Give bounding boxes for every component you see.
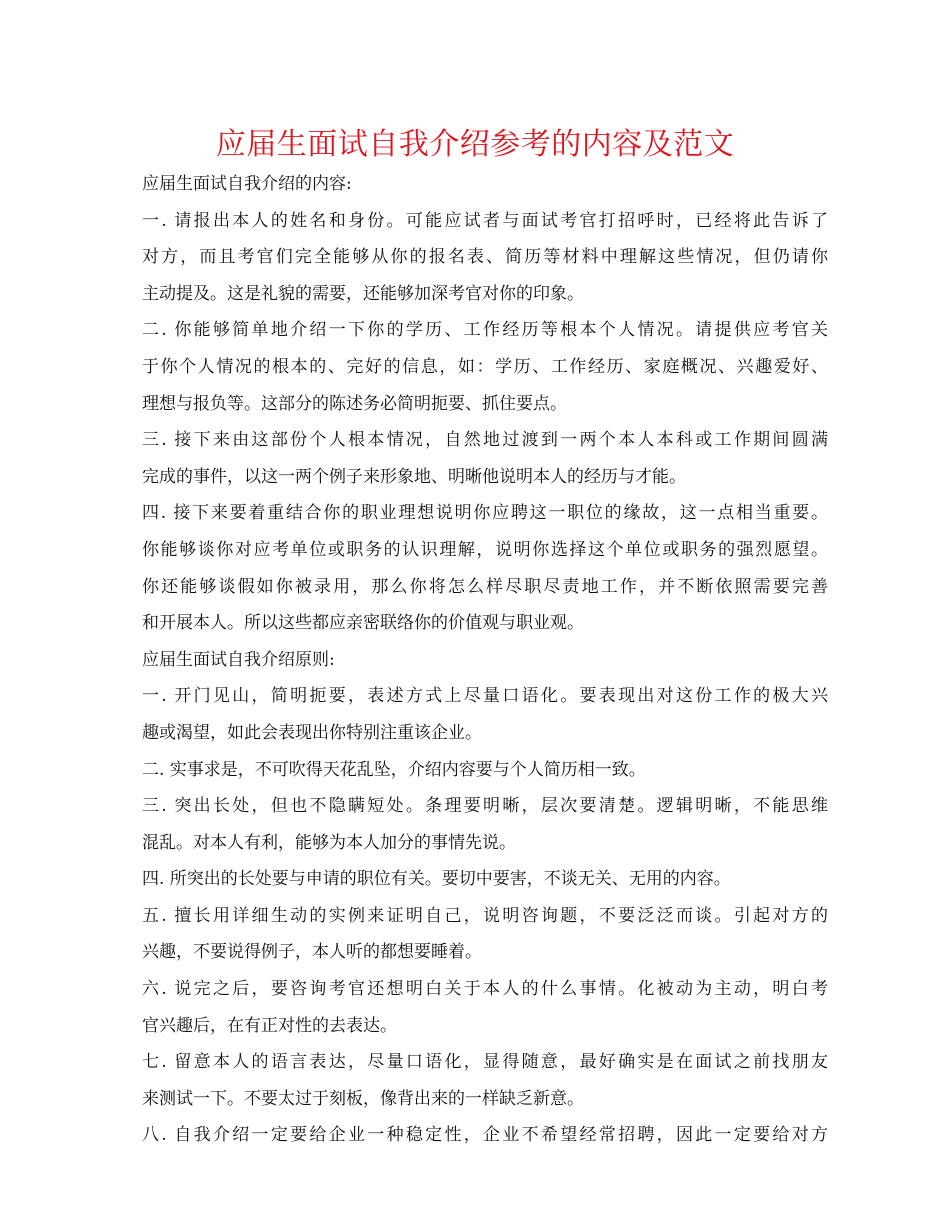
body-line: 你能够谈你对应考单位或职务的认识理解，说明你选择这个单位或职务的强烈愿望。 xyxy=(142,539,828,560)
body-line: 三. 接下来由这部份个人根本情况，自然地过渡到一两个本人本科或工作期间圆满 xyxy=(142,430,828,451)
body-line: 你还能够谈假如你被录用，那么你将怎么样尽职尽责地工作，并不断依照需要完善 xyxy=(142,576,828,597)
body-line: 和开展本人。所以这些都应亲密联络你的价值观与职业观。 xyxy=(142,613,584,634)
body-line: 对方，而且考官们完全能够从你的报名表、简历等材料中理解这些情况，但仍请你 xyxy=(142,247,828,268)
body-line: 应届生面试自我介绍原则: xyxy=(142,649,335,670)
body-line: 趣或渴望，如此会表现出你特别注重该企业。 xyxy=(142,722,482,743)
body-line: 理想与报负等。这部分的陈述务必简明扼要、抓住要点。 xyxy=(142,393,567,414)
body-line: 六. 说完之后，要咨询考官还想明白关于本人的什么事情。化被动为主动，明白考 xyxy=(142,979,828,1000)
body-line: 完成的事件，以这一两个例子来形象地、明晰他说明本人的经历与才能。 xyxy=(142,466,686,487)
body-line: 一. 请报出本人的姓名和身份。可能应试者与面试考官打招呼时，已经将此告诉了 xyxy=(142,210,828,231)
body-line: 五. 擅长用详细生动的实例来证明自己，说明咨询题，不要泛泛而谈。引起对方的 xyxy=(142,905,828,926)
body-line: 七. 留意本人的语言表达，尽量口语化，显得随意，最好确实是在面试之前找朋友 xyxy=(142,1052,828,1073)
body-line: 应届生面试自我介绍的内容: xyxy=(142,174,352,194)
body-line: 来测试一下。不要太过于刻板，像背出来的一样缺乏新意。 xyxy=(142,1088,584,1109)
body-line: 二. 你能够简单地介绍一下你的学历、工作经历等根本个人情况。请提供应考官关 xyxy=(142,320,828,341)
body-line: 四. 所突出的长处要与申请的职位有关。要切中要害，不谈无关、无用的内容。 xyxy=(142,869,731,890)
body-line: 官兴趣后，在有正对性的去表达。 xyxy=(142,1015,397,1036)
body-line: 一. 开门见山，简明扼要，表述方式上尽量口语化。要表现出对这份工作的极大兴 xyxy=(142,686,828,707)
body-line: 三. 突出长处，但也不隐瞒短处。条理要明晰，层次要清楚。逻辑明晰，不能思维 xyxy=(142,796,828,817)
body-line: 于你个人情况的根本的、完好的信息，如：学历、工作经历、家庭概况、兴趣爱好、 xyxy=(142,356,828,377)
document-title: 应届生面试自我介绍参考的内容及范文 xyxy=(215,127,735,162)
body-line: 四. 接下来要着重结合你的职业理想说明你应聘这一职位的缘故，这一点相当重要。 xyxy=(142,503,828,524)
body-line: 二. 实事求是，不可吹得天花乱坠，介绍内容要与个人简历相一致。 xyxy=(142,759,646,780)
body-line: 混乱。对本人有利，能够为本人加分的事情先说。 xyxy=(142,832,516,853)
body-line: 兴趣，不要说得例子，本人听的都想要睡着。 xyxy=(142,942,482,963)
body-line: 八. 自我介绍一定要给企业一种稳定性，企业不希望经常招聘，因此一定要给对方 xyxy=(142,1125,828,1146)
body-line: 主动提及。这是礼貌的需要，还能够加深考官对你的印象。 xyxy=(142,283,584,304)
document-body xyxy=(142,166,828,1154)
